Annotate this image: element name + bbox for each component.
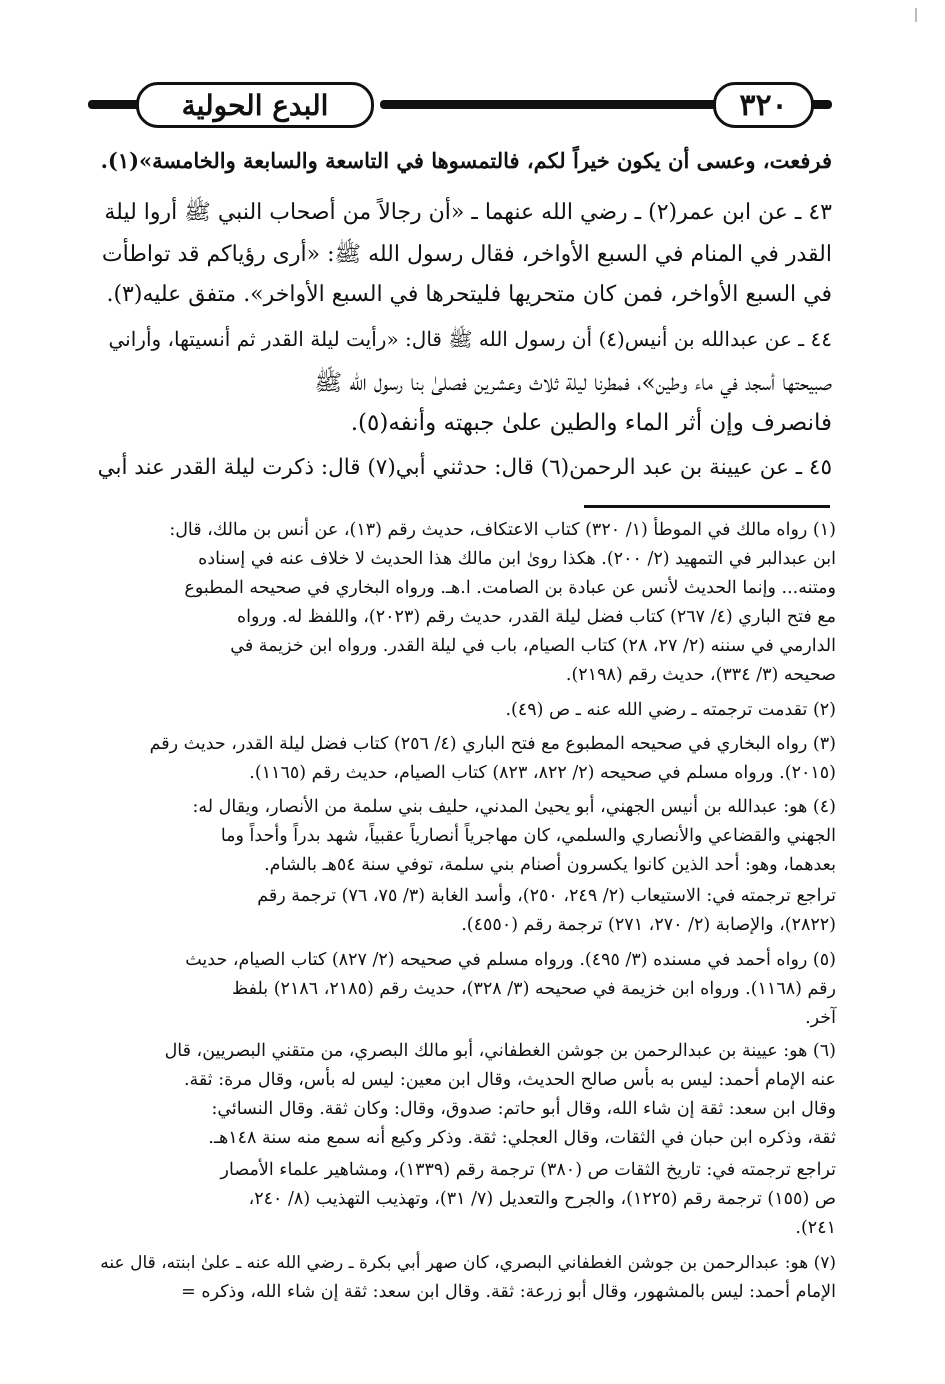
main-line: صبيحتها أسجد في ماء وطين»، فمطرنا ليلة ثلاث وعشرين فصلىٰ بنا رسول الله ﷺ [314,370,832,396]
footnote-separator [584,505,830,508]
footnote-line: ٢٤١). [795,1218,836,1238]
main-line: في السبع الأواخر، فمن كان متحريها فليتحرها في السبع الأواخر». متفق عليه(٣). [106,282,832,307]
main-line: ٤٣ ـ عن ابن عمر(٢) ـ رضي الله عنهما ـ «أن رجالاً من أصحاب النبي ﷺ أروا ليلة [104,200,832,225]
page-corner-mark [905,8,917,22]
main-line: فرفعت، وعسى أن يكون خيراً لكم، فالتمسوها في التاسعة والسابعة والخامسة»(١). [100,148,832,173]
footnote-line: (٤) هو: عبدالله بن أنيس الجهني، أبو يحيىٰ المدني، حليف بني سلمة من الأنصار، ويقال له: [192,797,836,817]
footnote-line: (٧) هو: عبدالرحمن بن جوشن الغطفاني البصري، كان صهر أبي بكرة ـ رضي الله عنه ـ علىٰ ابنته، قال عنه [100,1253,836,1273]
page-header [88,78,828,132]
page-number: ٣٢٠ [713,82,814,128]
footnote-line: وقال ابن سعد: ثقة إن شاء الله، وقال أبو حاتم: صدوق، وقال: وكان ثقة. وقال النسائي: [211,1099,836,1119]
footnote-line: (٥) رواه أحمد في مسنده (٣/ ٤٩٥). ورواه مسلم في صحيحه (٢/ ٨٢٧) كتاب الصيام، حديث [185,950,836,970]
footnote-line: الدارمي في سننه (٢/ ٢٧، ٢٨) كتاب الصيام، باب في ليلة القدر. ورواه ابن خزيمة في [230,636,836,656]
footnote-line: ثقة، وذكره ابن حبان في الثقات، وقال العجلي: ثقة. وذكر وكيع أنه سمع منه سنة ١٤٨هـ. [208,1128,836,1148]
footnote-line: ومتنه... وإنما الحديث لأنس عن عبادة بن الصامت. ا.هـ. ورواه البخاري في صحيحه المطبوع [184,578,836,598]
footnote-line: الإمام أحمد: ليس بالمشهور، وقال أبو زرعة: ثقة. وقال ابن سعد: ثقة إن شاء الله، وذكره = [181,1282,836,1302]
footnote-line: ابن عبدالبر في التمهيد (٢/ ٢٠٠). هكذا روىٰ ابن مالك هذا الحديث لا خلاف عنه في إسناده [198,549,836,569]
main-line: ٤٤ ـ عن عبدالله بن أنيس(٤) أن رسول الله ﷺ قال: «رأيت ليلة القدر ثم أنسيتها، وأراني [108,327,832,351]
footnote-line: الجهني والقضاعي والأنصاري والسلمي، كان مهاجرياً أنصارياً عقبياً، شهد بدراً وأحداً وما [220,826,836,846]
footnote-line: (٣) رواه البخاري في صحيحه المطبوع مع فتح الباري (٤/ ٢٥٦) كتاب فضل ليلة القدر، حديث رقم [149,734,836,754]
footnote-line: (٢٨٢٢)، والإصابة (٢/ ٢٧٠، ٢٧١) ترجمة رقم (٤٥٥٠). [461,915,836,935]
footnote-line: تراجع ترجمته في: تاريخ الثقات ص (٣٨٠) ترجمة رقم (١٣٣٩)، ومشاهير علماء الأمصار [220,1160,836,1180]
book-title: البدع الحولية [136,82,374,128]
footnote-line: (٦) هو: عيينة بن عبدالرحمن بن جوشن الغطفاني، أبو مالك البصري، من متقني البصريين، قال [164,1041,836,1061]
main-line: فانصرف وإن أثر الماء والطين علىٰ جبهته وأنفه(٥). [350,410,832,436]
footnote-line: صحيحه (٣/ ٣٣٤)، حديث رقم (٢١٩٨). [565,665,836,685]
main-line: ٤٥ ـ عن عيينة بن عبد الرحمن(٦) قال: حدثني أبي(٧) قال: ذكرت ليلة القدر عند أبي [97,455,832,480]
footnote-line: مع فتح الباري (٤/ ٢٦٧) كتاب فضل ليلة القدر، حديث رقم (٢٠٢٣)، واللفظ له. ورواه [237,607,836,627]
footnote-line: عنه الإمام أحمد: ليس به بأس صالح الحديث، وقال ابن معين: ليس له بأس، وقال مرة: ثقة. [183,1070,836,1090]
footnote-line: رقم (١١٦٨). ورواه ابن خزيمة في صحيحه (٣/ ٣٢٨)، حديث رقم (٢١٨٥، ٢١٨٦) بلفظ [232,979,836,999]
footnote-line: (١) رواه مالك في الموطأ (١/ ٣٢٠) كتاب الاعتكاف، حديث رقم (١٣)، عن أنس بن مالك، قال: [169,520,836,540]
footnote-line: بعدهما، وهو: أحد الذين كانوا يكسرون أصنام بني سلمة، توفي سنة ٥٤هـ بالشام. [264,855,836,875]
main-line: القدر في المنام في السبع الأواخر، فقال رسول الله ﷺ: «أرى رؤياكم قد تواطأت [101,242,832,267]
footnote-line: ص (١٥٥) ترجمة رقم (١٢٢٥)، والجرح والتعديل (٧/ ٣١)، وتهذيب التهذيب (٨/ ٢٤٠، [248,1189,836,1209]
footnote-line: (٢) تقدمت ترجمته ـ رضي الله عنه ـ ص (٤٩). [505,700,836,720]
footnote-line: (٢٠١٥). ورواه مسلم في صحيحه (٢/ ٨٢٢، ٨٢٣) كتاب الصيام، حديث رقم (١١٦٥). [249,763,836,783]
footnote-line: آخر. [805,1008,836,1028]
footnote-line: تراجع ترجمته في: الاستيعاب (٢/ ٢٤٩، ٢٥٠)، وأسد الغابة (٣/ ٧٥، ٧٦) ترجمة رقم [257,886,836,906]
